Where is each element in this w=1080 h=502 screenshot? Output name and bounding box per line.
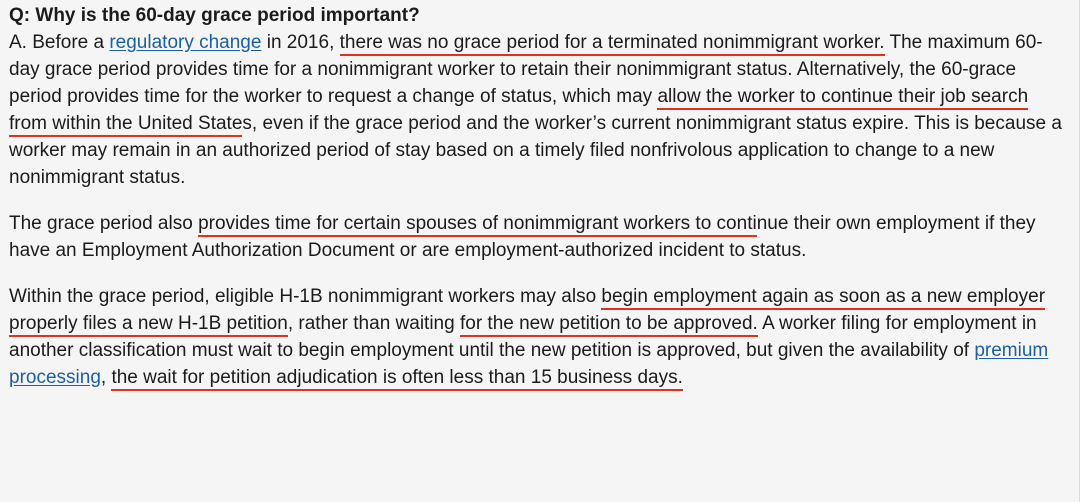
highlighted-text: begin employment again as soon as a new employer properly files a new H-1B petition xyxy=(9,286,1045,337)
highlighted-text: for the new petition to be approved. xyxy=(460,313,758,337)
highlighted-text: there was no grace period for a terminated nonimmigrant worker. xyxy=(340,32,885,56)
regulatory-change-link[interactable]: regulatory change xyxy=(109,32,262,53)
text-segment: A worker filing for employment in another classification must wait to begin employment until the new petition is approved, but given the availability of xyxy=(9,313,1037,361)
premium-processing-link[interactable]: premium processing xyxy=(9,340,1049,388)
answer-paragraph-3 xyxy=(9,283,1069,391)
highlighted-text: provides time for certain spouses of nonimmigrant workers to conti xyxy=(198,213,757,237)
text-segment: A. Before a xyxy=(9,32,110,53)
highlighted-text: the wait for petition adjudication is often less than 15 business days. xyxy=(111,367,682,391)
text-segment: , rather than waiting xyxy=(287,313,460,334)
text-segment: , xyxy=(100,367,112,388)
text-segment: The maximum 60-day grace period provides time for a nonimmigrant worker to retain their nonimmigrant status. Alternatively, the 60-grace period provides time for the worker to request a change of status, which may xyxy=(9,32,1043,107)
text-segment: s, even if the grace period and the worker’s current nonimmigrant status expire. This is because a worker may remain in an authorized period of stay based on a timely filed nonfrivolous application to change to a new nonimmigrant status. xyxy=(9,113,1062,188)
text-segment: Within the grace period, eligible H-1B nonimmigrant workers may also xyxy=(9,286,602,307)
text-segment: nue their own employment if they have an Employment Authorization Document or are employment-authorized incident to status. xyxy=(9,213,1036,261)
faq-question: Q: Why is the 60-day grace period important? xyxy=(9,5,420,26)
text-segment: in 2016, xyxy=(261,32,340,53)
highlighted-text: allow the worker to continue their job search from within the United State xyxy=(9,86,1028,137)
text-segment: The grace period also xyxy=(9,213,199,234)
faq-content xyxy=(9,2,1069,391)
answer-paragraph-2 xyxy=(9,210,1069,264)
answer-paragraph-1 xyxy=(9,29,1069,191)
